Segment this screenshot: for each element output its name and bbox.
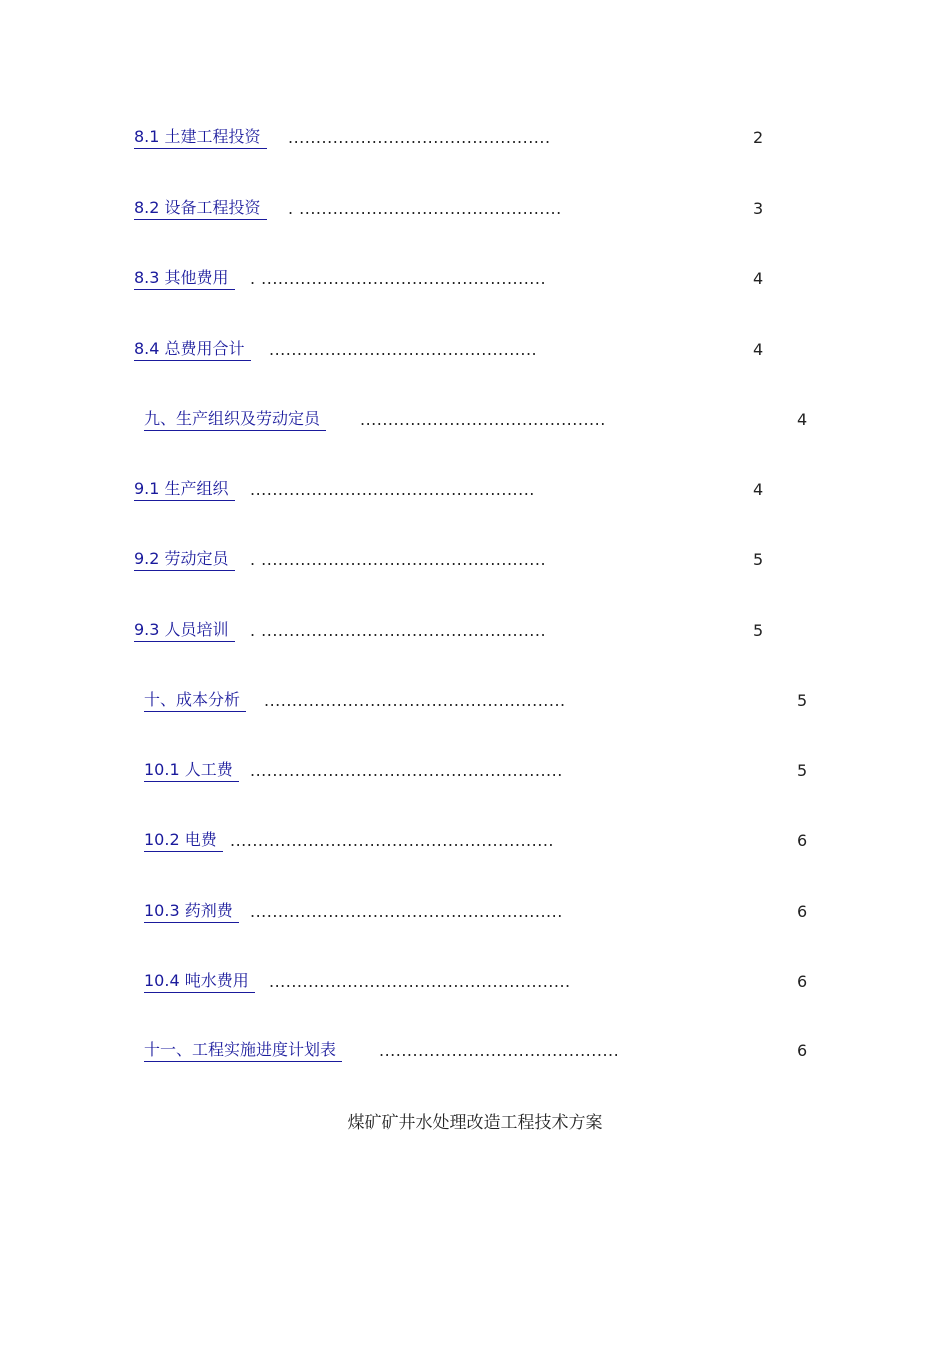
toc-dots: . ...............................................: [288, 199, 562, 218]
toc-entry-10-4: [144, 970, 816, 994]
document-title: 煤矿矿井水处理改造工程技术方案: [347, 1113, 603, 1133]
toc-page-number: 6: [797, 1041, 808, 1060]
toc-dots: . ...................................................: [250, 269, 547, 288]
toc-link-chapter-11[interactable]: 十一、工程实施进度计划表: [144, 1039, 342, 1062]
toc-entry-chapter-9: [144, 408, 816, 432]
toc-link-10-2[interactable]: 10.2 电费: [144, 829, 223, 852]
toc-link-9-3[interactable]: 9.3 人员培训: [134, 619, 235, 642]
toc-page-number: 6: [797, 902, 808, 921]
toc-dots: ........................................................: [250, 902, 563, 921]
toc-link-10-1[interactable]: 10.1 人工费: [144, 759, 239, 782]
toc-dots: ......................................................: [264, 691, 566, 710]
toc-dots: ............................................: [360, 410, 606, 429]
toc-link-10-3[interactable]: 10.3 药剂费: [144, 900, 239, 923]
toc-dots: . ...................................................: [250, 621, 547, 640]
toc-link-9-1[interactable]: 9.1 生产组织: [134, 478, 235, 501]
toc-link-8-4[interactable]: 8.4 总费用合计: [134, 338, 251, 361]
toc-page-number: 4: [753, 340, 764, 359]
toc-entry-10-3: [144, 900, 816, 924]
toc-page-number: 5: [753, 550, 764, 569]
toc-entry-10-1: [144, 759, 816, 783]
toc-link-8-3[interactable]: 8.3 其他费用: [134, 267, 235, 290]
toc-entry-8-2: [134, 197, 774, 221]
toc-dots: ...........................................: [379, 1041, 620, 1060]
toc-entry-9-2: [134, 548, 774, 572]
toc-page-number: 5: [797, 691, 808, 710]
toc-entry-8-1: [134, 126, 774, 150]
toc-dots: . ...................................................: [250, 550, 547, 569]
toc-link-10-4[interactable]: 10.4 吨水费用: [144, 970, 255, 993]
toc-link-9-2[interactable]: 9.2 劳动定员: [134, 548, 235, 571]
toc-entry-9-3: [134, 619, 774, 643]
toc-entry-8-4: [134, 338, 774, 362]
toc-page-number: 4: [753, 480, 764, 499]
toc-page-number: 6: [797, 972, 808, 991]
toc-page-number: 4: [797, 410, 808, 429]
toc-entry-9-1: [134, 478, 774, 502]
toc-link-8-1[interactable]: 8.1 土建工程投资: [134, 126, 267, 149]
toc-page-number: 4: [753, 269, 764, 288]
toc-entry-10-2: [144, 829, 816, 853]
toc-page-number: 2: [753, 128, 764, 147]
toc-page-number: 6: [797, 831, 808, 850]
toc-dots: ................................................: [269, 340, 538, 359]
toc-dots: ........................................................: [250, 761, 563, 780]
toc-dots: ......................................................: [269, 972, 571, 991]
toc-page-number: 5: [797, 761, 808, 780]
toc-entry-8-3: [134, 267, 774, 291]
toc-dots: ..........................................................: [230, 831, 554, 850]
toc-link-chapter-10[interactable]: 十、成本分析: [144, 689, 246, 712]
toc-entry-chapter-10: [144, 689, 816, 713]
toc-page-number: 5: [753, 621, 764, 640]
toc-dots: ...............................................: [288, 128, 551, 147]
toc-link-8-2[interactable]: 8.2 设备工程投资: [134, 197, 267, 220]
toc-entry-chapter-11: [144, 1039, 816, 1063]
toc-link-chapter-9[interactable]: 九、生产组织及劳动定员: [144, 408, 326, 431]
toc-dots: ...................................................: [250, 480, 535, 499]
toc-page-number: 3: [753, 199, 764, 218]
